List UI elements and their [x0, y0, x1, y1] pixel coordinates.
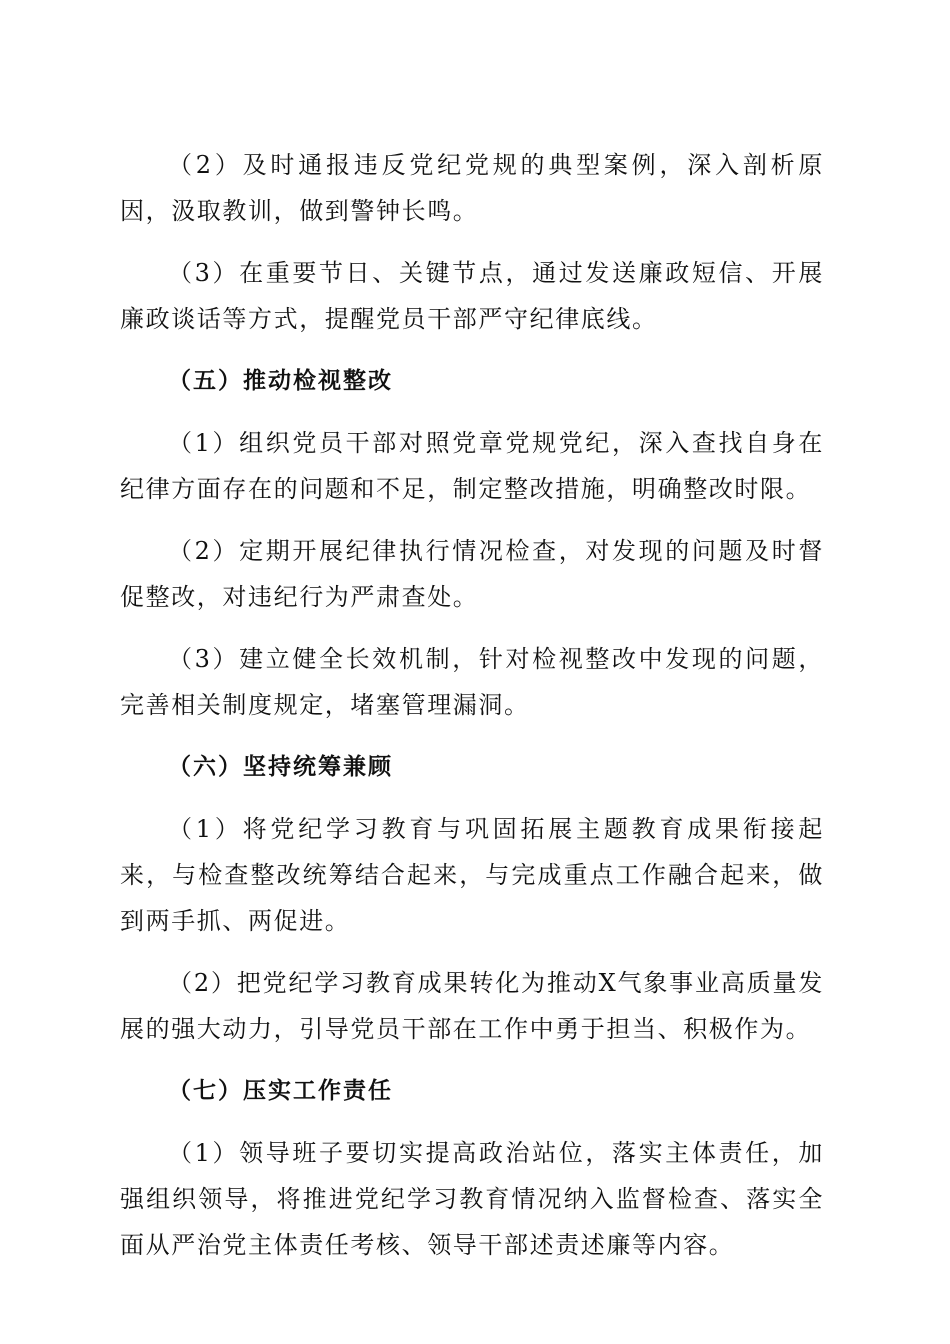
section-heading-7: （七）压实工作责任 — [168, 1078, 393, 1104]
paragraph-long-term-mechanism: （3）建立健全长效机制，针对检视整改中发现的问题，完善相关制度规定，堵塞管理漏洞。 — [120, 645, 824, 719]
paragraph-report-cases: （2）及时通报违反党纪党规的典型案例，深入剖析原因，汲取教训，做到警钟长鸣。 — [120, 151, 824, 225]
paragraph-regular-checks: （2）定期开展纪律执行情况检查，对发现的问题及时督促整改，对违纪行为严肃查处。 — [120, 537, 824, 611]
section-heading-6: （六）坚持统筹兼顾 — [168, 754, 393, 780]
section-heading-5: （五）推动检视整改 — [168, 368, 393, 394]
paragraph-transform-results: （2）把党纪学习教育成果转化为推动X气象事业高质量发展的强大动力，引导党员干部在工作中勇于担当、积极作为。 — [120, 969, 824, 1043]
paragraph-coordination: （1）将党纪学习教育与巩固拓展主题教育成果衔接起来，与检查整改统筹结合起来，与完成重点工作融合起来，做到两手抓、两促进。 — [120, 815, 824, 935]
paragraph-self-inspection: （1）组织党员干部对照党章党规党纪，深入查找自身在纪律方面存在的问题和不足，制定整改措施，明确整改时限。 — [120, 429, 824, 503]
document-body — [120, 142, 824, 1268]
paragraph-holiday-reminders: （3）在重要节日、关键节点，通过发送廉政短信、开展廉政谈话等方式，提醒党员干部严守纪律底线。 — [120, 259, 824, 333]
paragraph-leadership-responsibility: （1）领导班子要切实提高政治站位，落实主体责任，加强组织领导，将推进党纪学习教育情况纳入监督检查、落实全面从严治党主体责任考核、领导干部述责述廉等内容。 — [120, 1139, 824, 1259]
